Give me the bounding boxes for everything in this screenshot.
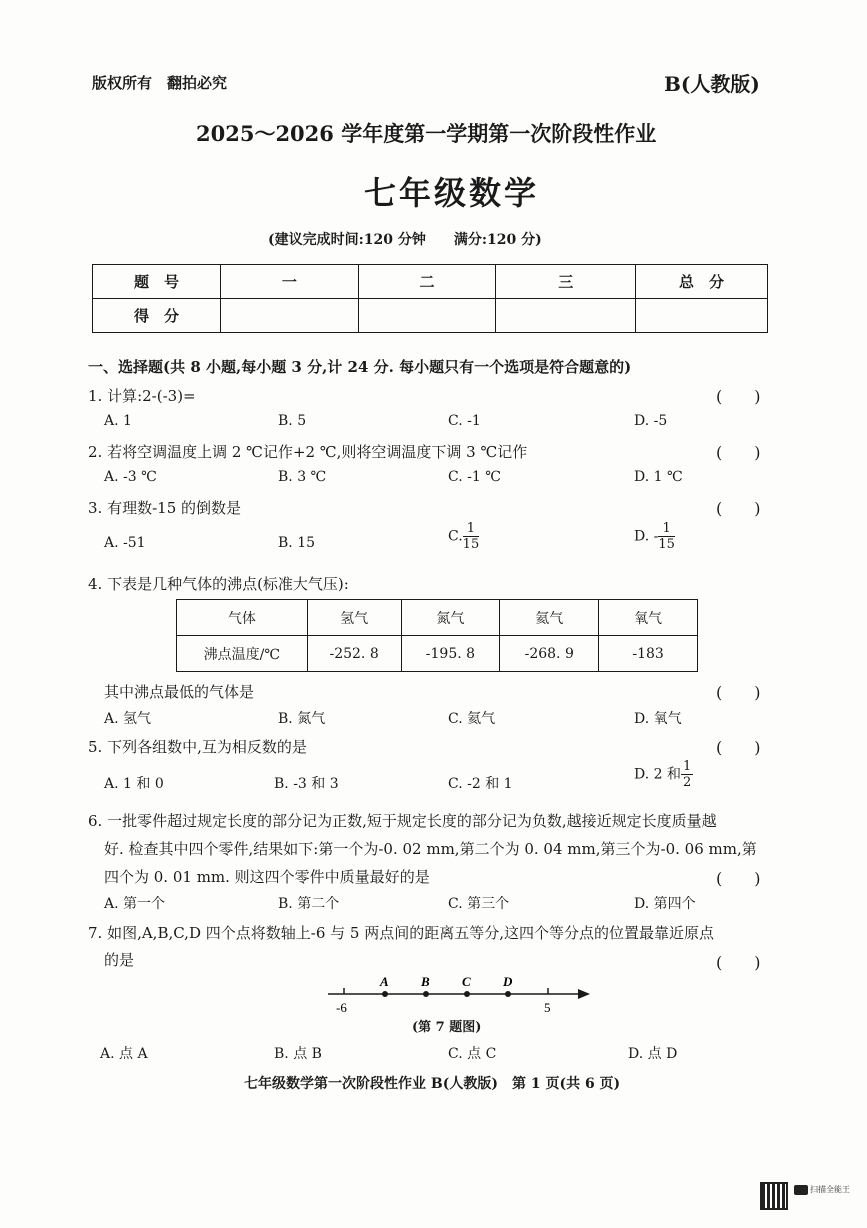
q4-stem: 4. 下表是几种气体的沸点(标准大气压):	[88, 575, 349, 593]
time-score-info: (建议完成时间:120 分钟 满分:120 分)	[268, 232, 542, 248]
fraction-numerator: 1	[463, 522, 480, 537]
fraction	[681, 760, 693, 789]
tick-label-5: 5	[544, 1000, 551, 1015]
q5-option-c: C. -2 和 1	[448, 776, 513, 792]
gas-table-header: 氢气	[307, 600, 401, 636]
point-d-label: D	[503, 974, 513, 989]
q1-stem: 1. 计算:2-(-3)=	[88, 387, 196, 405]
exam-title: 2025～2026 学年度第一学期第一次阶段性作业	[196, 121, 657, 146]
q4-option-a: A. 氢气	[104, 711, 152, 727]
q1-option-a: A. 1	[104, 413, 132, 429]
q5-answer-paren[interactable]: ( )	[716, 738, 761, 757]
score-cell[interactable]	[636, 299, 768, 333]
boiling-point-table	[176, 599, 698, 672]
score-table-header: 二	[358, 265, 496, 299]
q6-option-c: C. 第三个	[448, 896, 510, 912]
point-c-label: C	[462, 974, 471, 989]
q2-option-c: C. -1 ℃	[448, 469, 501, 485]
point-c-dot	[464, 991, 470, 997]
q6-option-a: A. 第一个	[104, 896, 166, 912]
gas-table-header: 氮气	[401, 600, 500, 636]
number-line-figure	[320, 970, 600, 1020]
fraction-numerator: 1	[682, 759, 692, 774]
q4-follow: 其中沸点最低的气体是	[104, 683, 255, 701]
q3-option-c-prefix: C.	[448, 528, 463, 545]
q3-option-d-prefix: D. -	[634, 528, 659, 545]
score-cell[interactable]	[496, 299, 636, 333]
q2-option-d: D. 1 ℃	[634, 469, 683, 485]
q7-line-1: 7. 如图,A,B,C,D 四个点将数轴上-6 与 5 两点间的距离五等分,这四个等分点的位置最靠近原点	[88, 924, 714, 942]
point-b-dot	[423, 991, 429, 997]
q6-answer-paren[interactable]: ( )	[716, 869, 761, 888]
q3-answer-paren[interactable]: ( )	[716, 499, 761, 518]
section-heading: 一、选择题(共 8 小题,每小题 3 分,计 24 分. 每小题只有一个选项是符合题意的)	[88, 358, 632, 376]
q4-option-c: C. 氦气	[448, 711, 496, 727]
q6-option-d: D. 第四个	[634, 896, 696, 912]
gas-table-cell: -252. 8	[307, 636, 401, 672]
score-row-label: 得 分	[93, 299, 221, 333]
score-table-header: 一	[220, 265, 358, 299]
score-table	[92, 264, 768, 333]
q4-answer-paren[interactable]: ( )	[716, 683, 761, 702]
q6-line-3: 四个为 0. 01 mm. 则这四个零件中质量最好的是	[104, 868, 430, 886]
q5-option-a: A. 1 和 0	[104, 776, 164, 792]
q2-stem: 2. 若将空调温度上调 2 ℃记作+2 ℃,则将空调温度下调 3 ℃记作	[88, 443, 528, 461]
fraction-denominator: 15	[462, 537, 480, 552]
q5-stem: 5. 下列各组数中,互为相反数的是	[88, 738, 307, 756]
q4-option-d: D. 氧气	[634, 711, 682, 727]
page-footer: 七年级数学第一次阶段性作业 B(人教版) 第 1 页(共 6 页)	[244, 1076, 621, 1092]
q3-option-a: A. -51	[104, 535, 146, 551]
fraction	[658, 522, 675, 551]
q4-option-b: B. 氮气	[278, 711, 326, 727]
score-cell[interactable]	[220, 299, 358, 333]
point-b-label: B	[421, 974, 430, 989]
q5-option-d-prefix: D. 2 和	[634, 766, 681, 783]
q7-option-b: B. 点 B	[274, 1046, 322, 1062]
point-a-dot	[382, 991, 388, 997]
fraction	[463, 522, 480, 551]
score-table-header: 题 号	[93, 265, 221, 299]
gas-table-header: 氧气	[599, 600, 698, 636]
score-cell[interactable]	[358, 299, 496, 333]
q7-answer-paren[interactable]: ( )	[716, 953, 761, 972]
fraction-denominator: 15	[658, 537, 675, 552]
subject-title: 七年级数学	[364, 174, 540, 212]
q5-option-b: B. -3 和 3	[274, 776, 339, 792]
q2-answer-paren[interactable]: ( )	[716, 443, 761, 462]
fraction-denominator: 2	[682, 775, 692, 790]
q7-line-2: 的是	[104, 951, 135, 969]
q7-figure-caption: (第 7 题图)	[412, 1020, 482, 1035]
point-d-dot	[505, 991, 511, 997]
gas-table-cell: -195. 8	[401, 636, 500, 672]
scanner-badge-text: 扫描全能王	[810, 1185, 850, 1194]
q7-option-d: D. 点 D	[628, 1046, 678, 1062]
q1-option-c: C. -1	[448, 413, 481, 429]
q1-option-d: D. -5	[634, 413, 668, 429]
point-a-label: A	[380, 974, 389, 989]
tick-label-minus-6: -6	[336, 1000, 347, 1015]
q6-line-2: 好. 检查其中四个零件,结果如下:第一个为-0. 02 mm,第二个为 0. 04 mm,第三个为-0. 06 mm,第	[104, 840, 757, 858]
score-table-header: 三	[496, 265, 636, 299]
q3-option-d	[634, 522, 675, 551]
gas-table-header: 气体	[177, 600, 308, 636]
gas-table-cell: 沸点温度/℃	[177, 636, 308, 672]
q3-option-b: B. 15	[278, 535, 316, 551]
q7-option-a: A. 点 A	[100, 1046, 148, 1062]
q1-option-b: B. 5	[278, 413, 307, 429]
copyright-notice: 版权所有 翻拍必究	[92, 74, 228, 92]
q3-option-c	[448, 522, 479, 551]
q6-line-1: 6. 一批零件超过规定长度的部分记为正数,短于规定长度的部分记为负数,越接近规定长度质量越	[88, 812, 717, 830]
q7-option-c: C. 点 C	[448, 1046, 497, 1062]
scanner-logo-icon	[794, 1185, 808, 1195]
edition-label: B(人教版)	[664, 72, 760, 96]
qr-code-icon	[760, 1182, 788, 1210]
q2-option-b: B. 3 ℃	[278, 469, 327, 485]
q2-option-a: A. -3 ℃	[104, 469, 157, 485]
gas-table-cell: -268. 9	[500, 636, 599, 672]
q1-answer-paren[interactable]: ( )	[716, 387, 761, 406]
gas-table-header: 氦气	[500, 600, 599, 636]
gas-table-cell: -183	[599, 636, 698, 672]
fraction-numerator: 1	[658, 522, 675, 537]
number-line-arrow	[578, 989, 590, 999]
q5-option-d	[634, 760, 693, 789]
q6-option-b: B. 第二个	[278, 896, 340, 912]
q3-stem: 3. 有理数-15 的倒数是	[88, 499, 242, 517]
score-table-header: 总 分	[636, 265, 768, 299]
